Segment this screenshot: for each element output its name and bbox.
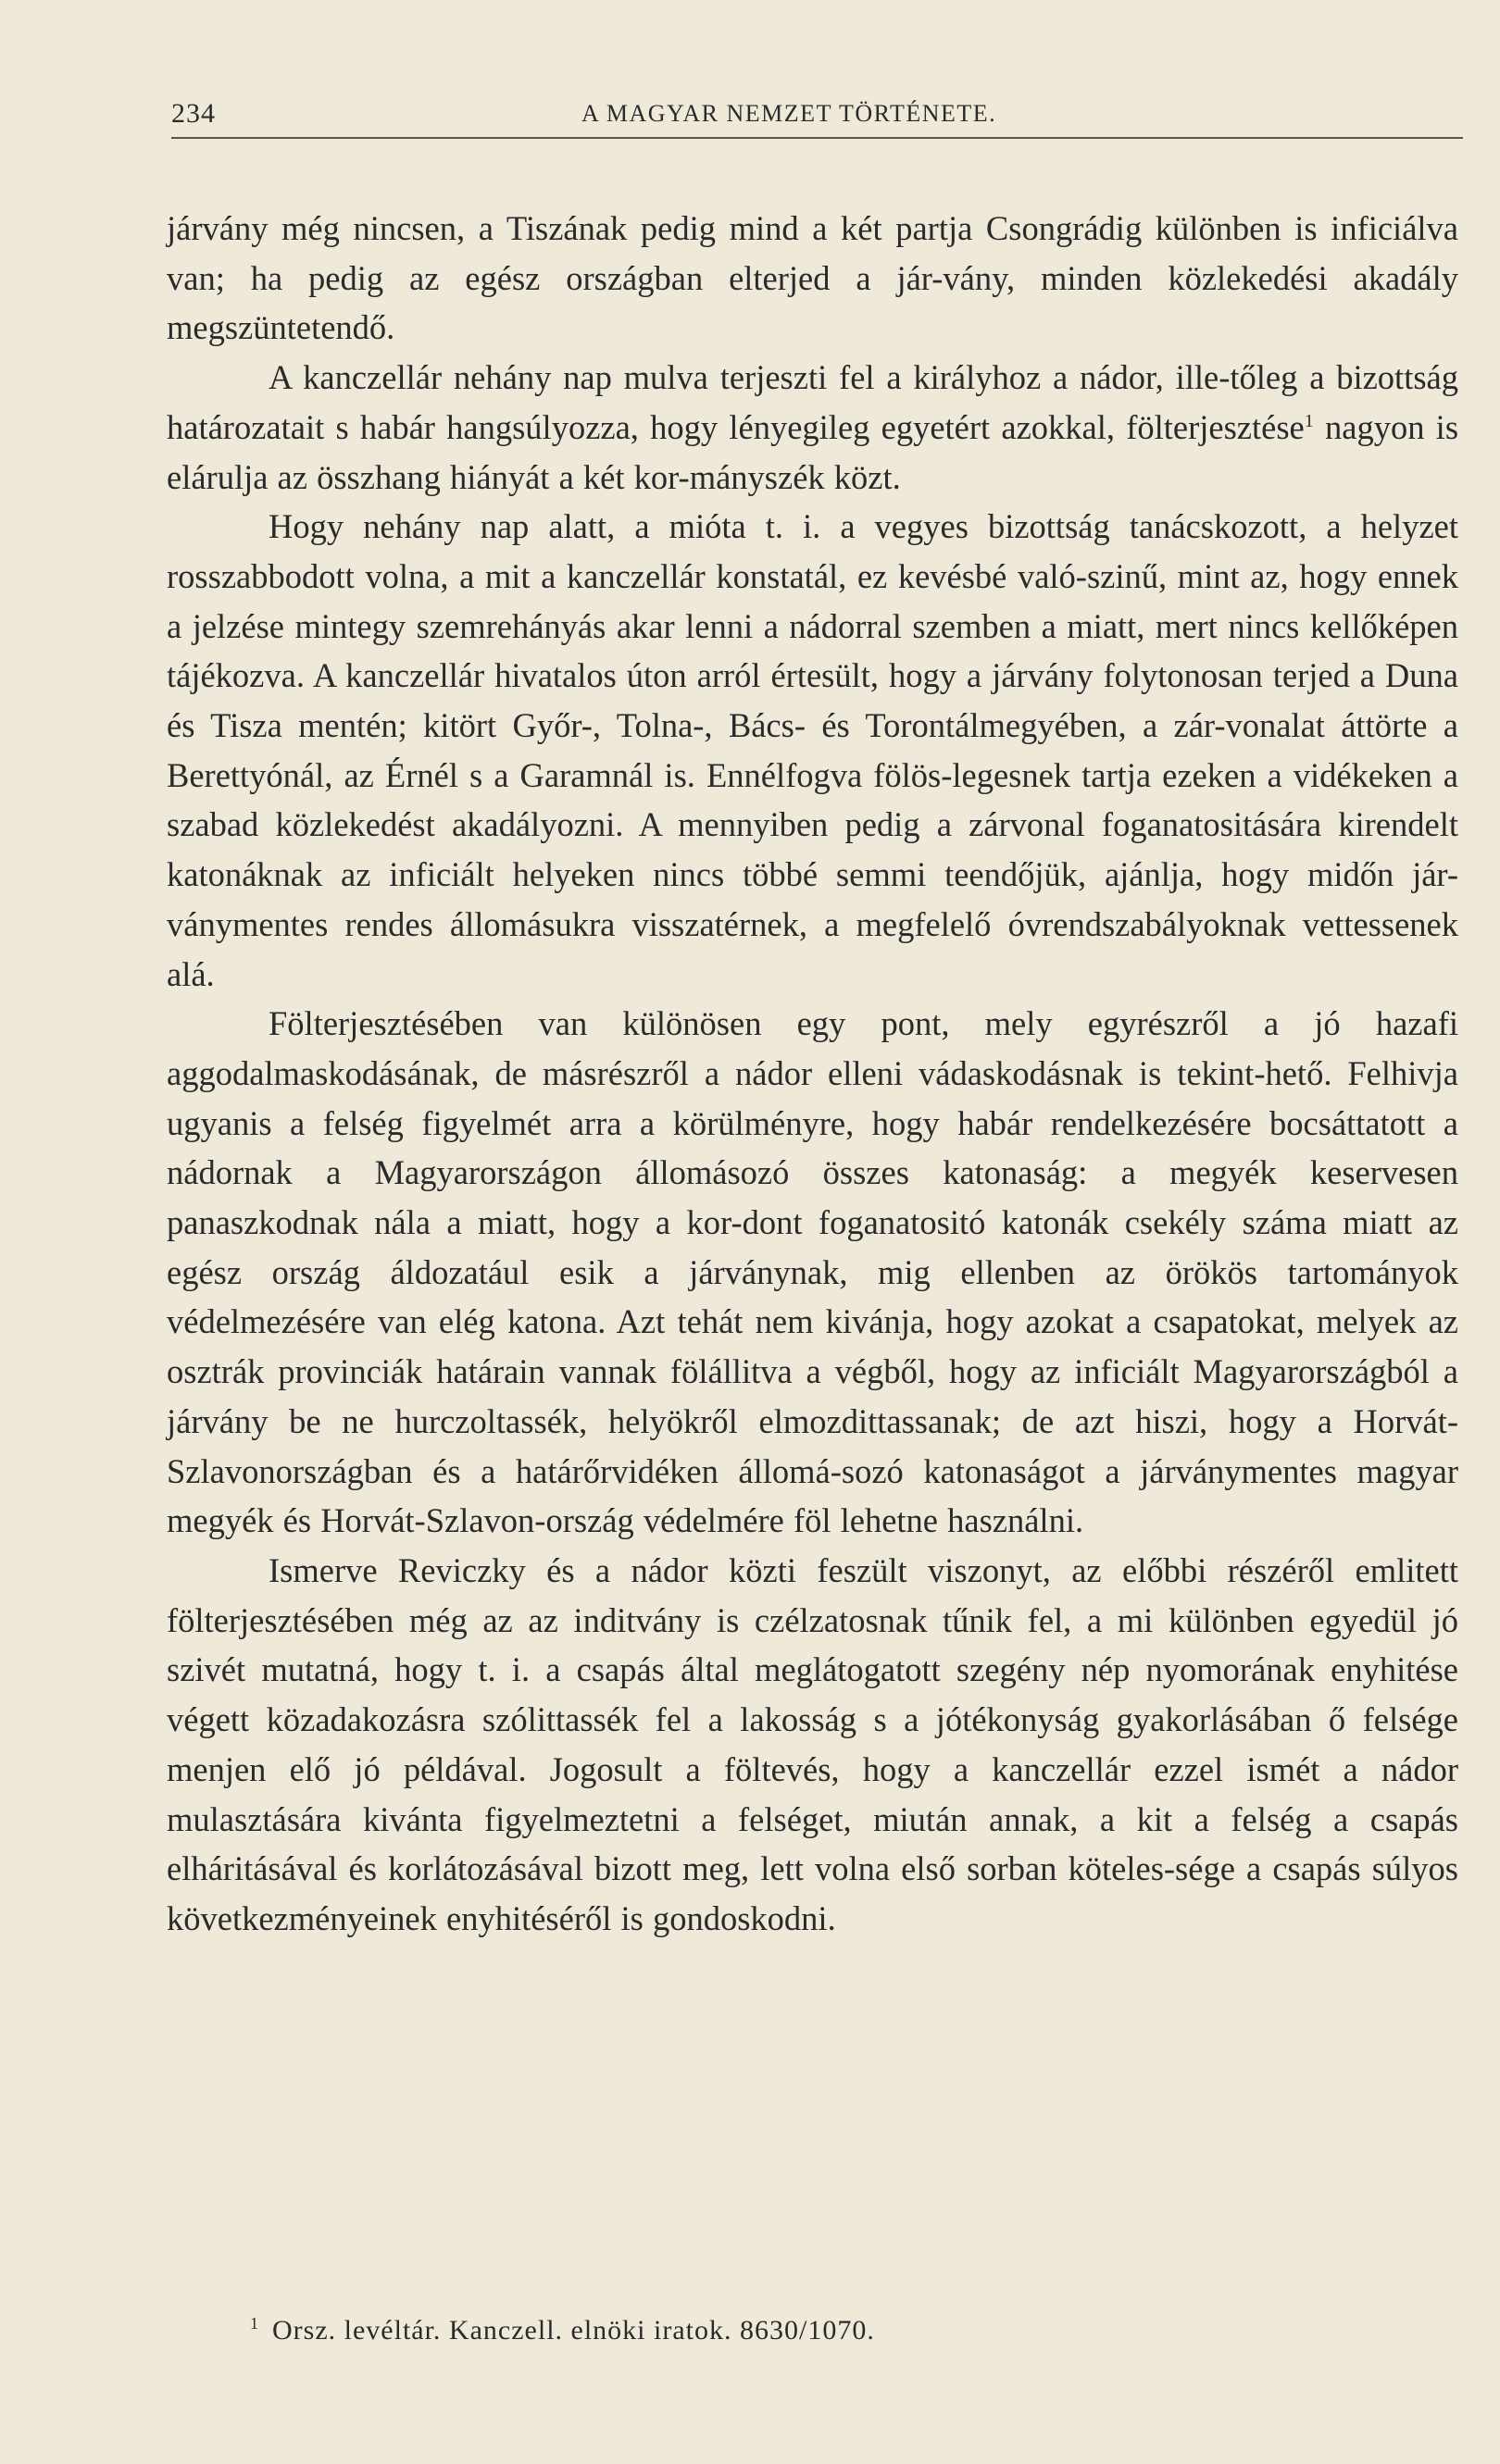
footnote-text: Orsz. levéltár. Kanczell. elnöki iratok. 8630/1070. — [272, 2315, 875, 2346]
page-header — [171, 91, 1463, 137]
paragraph-4: Fölterjesztésében van különösen egy pont, mely egyrészről a jó hazafi aggodalmaskodásának, de másrészről a nádor elleni vádaskodásnak is tekint-hető. Felhivja ugyanis a felség figyelmét arra a körülményre, hogy habár rendelkezésére bocsáttatott a nádornak a Magyarországon állomásozó összes katonaság: a megyék keservesen panaszkodnak nála a miatt, hogy a kor-dont foganatositó katonák csekély száma miatt az egész ország áldozatául esik a járványnak, mig ellenben az örökös tartományok védelmezésére van elég katona. Azt tehát nem kivánja, hogy azokat a csapatokat, melyek az osztrák provinciák határain vannak fölállitva a végből, hogy az inficiált Magyarországból a járvány be ne hurczoltassék, helyökről elmozdittassanak; de azt hiszi, hogy a Horvát-Szlavonországban és a határőrvidéken állomá-sozó katonaságot a járványmentes magyar megyék és Horvát-Szlavon-ország védelmére föl lehetne használni. — [167, 1004, 1458, 1540]
paragraph-3: Hogy nehány nap alatt, a mióta t. i. a vegyes bizottság tanácskozott, a helyzet rosszabbodott volna, a mit a kanczellár konstatál, ez kevésbé való-szinű, mint az, hogy ennek a jelzése mintegy szemrehányás akar lenni a nádorral szemben a miatt, mert nincs kellőképen tájékozva. A kanczellár hivatalos úton arról értesült, hogy a járvány folytonosan terjed a Duna és Tisza mentén; kitört Győr-, Tolna-, Bács- és Torontálmegyében, a zár-vonalat áttörte a Berettyónál, az Érnél s a Garamnál is. Ennélfogva fölös-legesnek tartja ezeken a vidékeken a szabad közlekedést akadályozni. A mennyiben pedig a zárvonal foganatositására kirendelt katonáknak az inficiált helyeken nincs többé semmi teendőjük, ajánlja, hogy midőn jár-ványmentes rendes állomásukra visszatérnek, a megfelelő óvrendszabályoknak vettessenek alá. — [167, 507, 1458, 993]
running-title: A MAGYAR NEMZET TÖRTÉNETE. — [581, 100, 997, 127]
footnote-reference: 1 — [1304, 410, 1314, 431]
footnote-mark: 1 — [250, 2314, 259, 2333]
paragraph-2-part-a: A kanczellár nehány nap mulva terjeszti fel a királyhoz a nádor, ille-tőleg a bizottság határozatait s habár hangsúlyozza, hogy lényegileg egyetért azokkal, fölterjesztése — [167, 358, 1458, 446]
paragraph-1: járvány még nincsen, a Tiszának pedig mind a két partja Csongrádig különben is inficiálva van; ha pedig az egész országban elterjed a jár-vány, minden közlekedési akadály megszüntetendő. — [167, 209, 1458, 347]
page-number: 234 — [171, 98, 216, 129]
footnote — [250, 2314, 1454, 2346]
paragraph-5: Ismerve Reviczky és a nádor közti feszült viszonyt, az előbbi részéről emlitett fölterjesztésében még az az inditvány is czélzatosnak tűnik fel, a mi különben egyedül jó szivét mutatná, hogy t. i. a csapás által meglátogatott szegény nép nyomorának enyhitése végett közadakozásra szólittassék fel a lakosság s a jótékonyság gyakorlásában ő felsége menjen elő jó példával. Jogosult a föltevés, hogy a kanczellár ezzel ismét a nádor mulasztására kivánta figyelmeztetni a felséget, miután annak, a kit a felség a csapás elháritásával és korlátozásával bizott meg, lett volna első sorban köteles-sége a csapás súlyos következményeinek enyhitéséről is gondoskodni. — [167, 1550, 1458, 1937]
paragraph-2-part-b: nagyon is elárulja az összhang hiányát a két kor-mányszék közt. — [167, 407, 1459, 496]
paragraph-2 — [167, 353, 1458, 502]
body-text — [167, 204, 1458, 1944]
header-rule — [171, 137, 1463, 139]
